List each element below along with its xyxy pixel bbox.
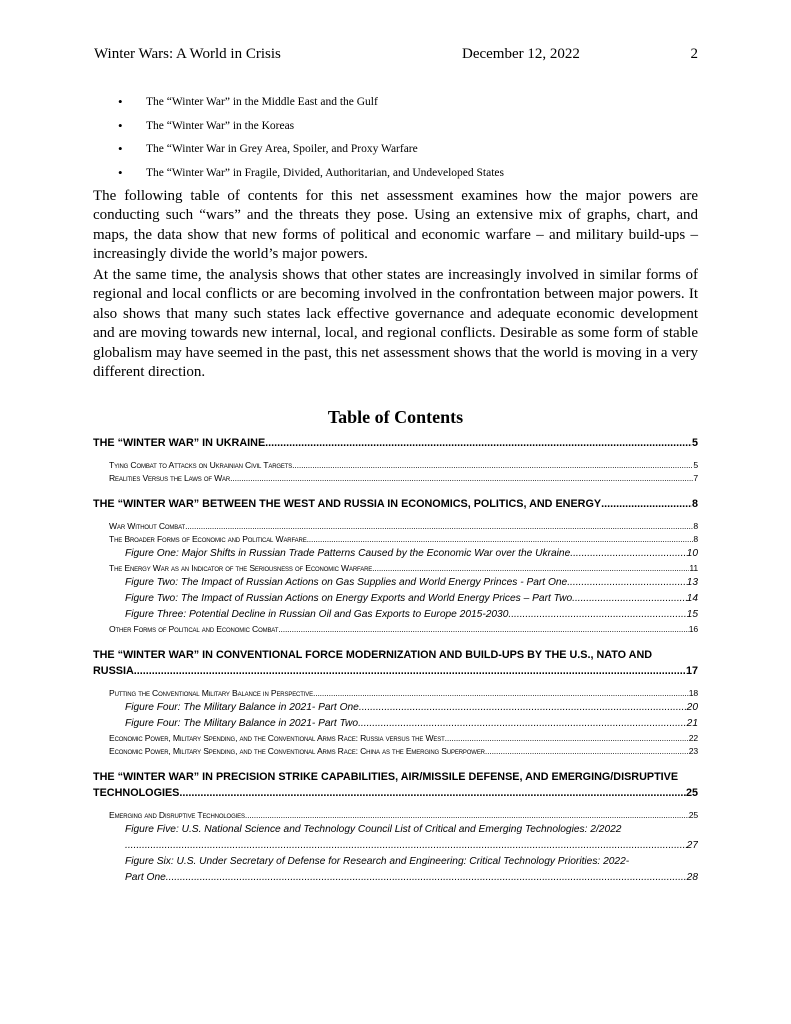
toc-leader-dots [313, 687, 689, 700]
toc-section-entry[interactable] [93, 663, 698, 679]
header-date: December 12, 2022 [462, 46, 580, 62]
toc-subsection-entry[interactable] [93, 687, 698, 700]
toc-entry-title: Realities Versus the Laws of War [109, 473, 231, 484]
toc-entry-page: 25 [688, 809, 698, 820]
toc-leader-dots [570, 546, 686, 562]
toc-entry-title: THE “WINTER WAR” BETWEEN THE WEST AND RUSSIA IN ECONOMICS, POLITICS, AND ENERGY [93, 497, 602, 510]
toc-leader-dots [265, 435, 692, 451]
toc-section-entry[interactable] [93, 785, 698, 801]
toc-entry-page: 20 [686, 702, 698, 714]
toc-section-title-line[interactable]: THE “WINTER WAR” IN PRECISION STRIKE CAPABILITIES, AIR/MISSILE DEFENSE, AND EMERGING/DISRUPTIVE [93, 770, 679, 783]
toc-figure-entry[interactable] [93, 870, 698, 886]
toc-entry-title: Figure Four: The Military Balance in 2021- Part Two [125, 718, 359, 730]
toc-entry-title: The Broader Forms of Economic and Political Warfare [109, 533, 307, 544]
toc-entry-page: 5 [691, 437, 698, 449]
toc-entry-title: Figure Three: Potential Decline in Russian Oil and Gas Exports to Europe 2015-2030 [125, 609, 509, 621]
toc-leader-dots [179, 785, 686, 801]
toc-leader-dots [485, 745, 689, 758]
body-paragraph: At the same time, the analysis shows that other states are increasingly involved in similar forms of regional and local conflicts or are becoming involved in the confrontation between major powers. It also shows that many such states lack effective governance and adequate economic development and are moving towards new internal, local, and regional conflicts. Desirable as some form of stable globalism may have seemed in the past, this net assessment shows that the world is moving in a very different direction. [93, 267, 698, 381]
toc-entry-title: The Energy War as an Indicator of the Seriousness of Economic Warfare [109, 563, 373, 574]
toc-leader-dots [292, 459, 693, 472]
toc-section-entry[interactable] [93, 496, 698, 512]
toc-subsection-entry[interactable] [93, 533, 698, 546]
toc-entry-page: 22 [688, 733, 698, 744]
toc-entry-page: 7 [693, 473, 698, 484]
toc-entry-title: THE “WINTER WAR” IN UKRAINE [93, 437, 266, 449]
toc-heading: Table of Contents [327, 407, 464, 427]
toc-subsection-entry[interactable] [93, 459, 698, 472]
toc-leader-dots [125, 838, 687, 854]
toc-leader-dots [230, 472, 693, 485]
toc-figure-entry[interactable] [93, 591, 698, 607]
toc-entry-page: 16 [688, 624, 698, 635]
toc-subsection-entry[interactable] [93, 562, 698, 575]
toc-figure-entry[interactable] [93, 575, 698, 591]
toc-entry-title: Figure Two: The Impact of Russian Actions on Energy Exports and World Energy Prices – Part Two [125, 593, 573, 605]
toc-subsection-entry[interactable] [93, 623, 698, 636]
toc-leader-dots [166, 870, 687, 886]
toc-subsection-entry[interactable] [93, 520, 698, 533]
toc-figure-entry[interactable] [93, 607, 698, 623]
toc-figure-title-line[interactable]: Figure Five: U.S. National Science and Technology Council List of Critical and Emerging Technologies: 2/2022 [125, 823, 622, 835]
toc-entry-page: 15 [686, 609, 698, 621]
body-paragraph: The following table of contents for this net assessment examines how the major powers are conducting such “wars” and the threats they pose. Using an extensive mix of graphs, chart, and maps, the data show that new forms of political and economic warfare – and military build-ups – increasingly divide the world’s major powers. [93, 188, 698, 263]
toc-entry-title: Other Forms of Political and Economic Combat [109, 624, 279, 635]
toc-leader-dots [358, 716, 687, 732]
table-of-contents [93, 435, 698, 886]
toc-subsection-entry[interactable] [93, 745, 698, 758]
toc-entry-title: War Without Combat [109, 520, 186, 531]
toc-entry-page: 13 [686, 577, 698, 589]
toc-subsection-entry[interactable] [93, 732, 698, 745]
toc-entry-page: 27 [686, 839, 698, 851]
bullet-item: • The “Winter War in Grey Area, Spoiler, and Proxy Warfare [118, 140, 678, 164]
toc-leader-dots [572, 591, 687, 607]
toc-leader-dots [601, 496, 692, 512]
toc-entry-page: 5 [693, 460, 698, 470]
toc-entry-page: 23 [688, 746, 698, 757]
bullet-item: • The “Winter War” in the Middle East and the Gulf [118, 93, 678, 117]
toc-entry-title: Part One [125, 871, 166, 883]
toc-figure-entry[interactable] [93, 838, 698, 854]
toc-entry-page: 10 [686, 548, 698, 560]
toc-figure-title-line[interactable]: Figure Six: U.S. Under Secretary of Defense for Research and Engineering: Critical Technology Priorities: 2022- [125, 855, 630, 867]
toc-entry-page: 14 [686, 593, 698, 605]
toc-entry-page: 17 [685, 664, 698, 677]
toc-leader-dots [134, 663, 686, 679]
toc-entry-page: 25 [685, 786, 698, 799]
toc-leader-dots [245, 809, 689, 822]
toc-section-entry[interactable] [93, 435, 698, 451]
toc-entry-page: 8 [693, 533, 698, 544]
toc-subsection-entry[interactable] [93, 809, 698, 822]
bullet-item: • The “Winter War” in Fragile, Divided, Authoritarian, and Undeveloped States [118, 164, 678, 188]
toc-entry-title: Tying Combat to Attacks on Ukrainian Civil Targets [109, 460, 293, 470]
header-title: Winter Wars: A World in Crisis [94, 46, 281, 62]
header-page-number: 2 [690, 46, 698, 62]
bullet-item: • The “Winter War” in the Koreas [118, 117, 678, 141]
toc-leader-dots [445, 732, 689, 745]
toc-leader-dots [567, 575, 686, 591]
toc-entry-title: Economic Power, Military Spending, and the Conventional Arms Race: China as the Emerging Superpower [109, 746, 485, 757]
toc-figure-entry[interactable] [93, 716, 698, 732]
toc-entry-page: 11 [689, 563, 698, 574]
toc-leader-dots [359, 700, 687, 716]
toc-figure-entry[interactable] [93, 546, 698, 562]
toc-leader-dots [185, 520, 693, 533]
toc-subsection-entry[interactable] [93, 472, 698, 485]
toc-section-title-line[interactable]: THE “WINTER WAR” IN CONVENTIONAL FORCE MODERNIZATION AND BUILD-UPS BY THE U.S., NATO AND [93, 648, 653, 661]
toc-entry-title: Putting the Conventional Military Balance in Perspective [109, 687, 313, 698]
toc-figure-entry[interactable] [93, 700, 698, 716]
toc-entry-page: 8 [691, 497, 698, 510]
toc-entry-page: 21 [686, 718, 698, 730]
toc-leader-dots [278, 623, 689, 636]
toc-leader-dots [508, 607, 686, 623]
bullet-list [118, 93, 678, 187]
toc-entry-title: TECHNOLOGIES [93, 786, 180, 799]
toc-leader-dots [307, 533, 694, 546]
toc-entry-title: Figure One: Major Shifts in Russian Trade Patterns Caused by the Economic War over the Ukraine [125, 548, 571, 560]
toc-entry-title: Economic Power, Military Spending, and the Conventional Arms Race: Russia versus the West [109, 733, 445, 744]
toc-entry-title: Figure Two: The Impact of Russian Actions on Gas Supplies and World Energy Princes - Part One [125, 577, 568, 589]
toc-leader-dots [372, 562, 689, 575]
toc-entry-page: 28 [686, 871, 698, 883]
page-header [94, 46, 698, 66]
toc-entry-title: RUSSIA [93, 664, 134, 677]
toc-entry-title: Figure Four: The Military Balance in 2021- Part One [125, 702, 359, 714]
toc-entry-page: 8 [693, 520, 698, 531]
toc-entry-title: Emerging and Disruptive Technologies [109, 809, 245, 820]
toc-entry-page: 18 [688, 687, 698, 698]
